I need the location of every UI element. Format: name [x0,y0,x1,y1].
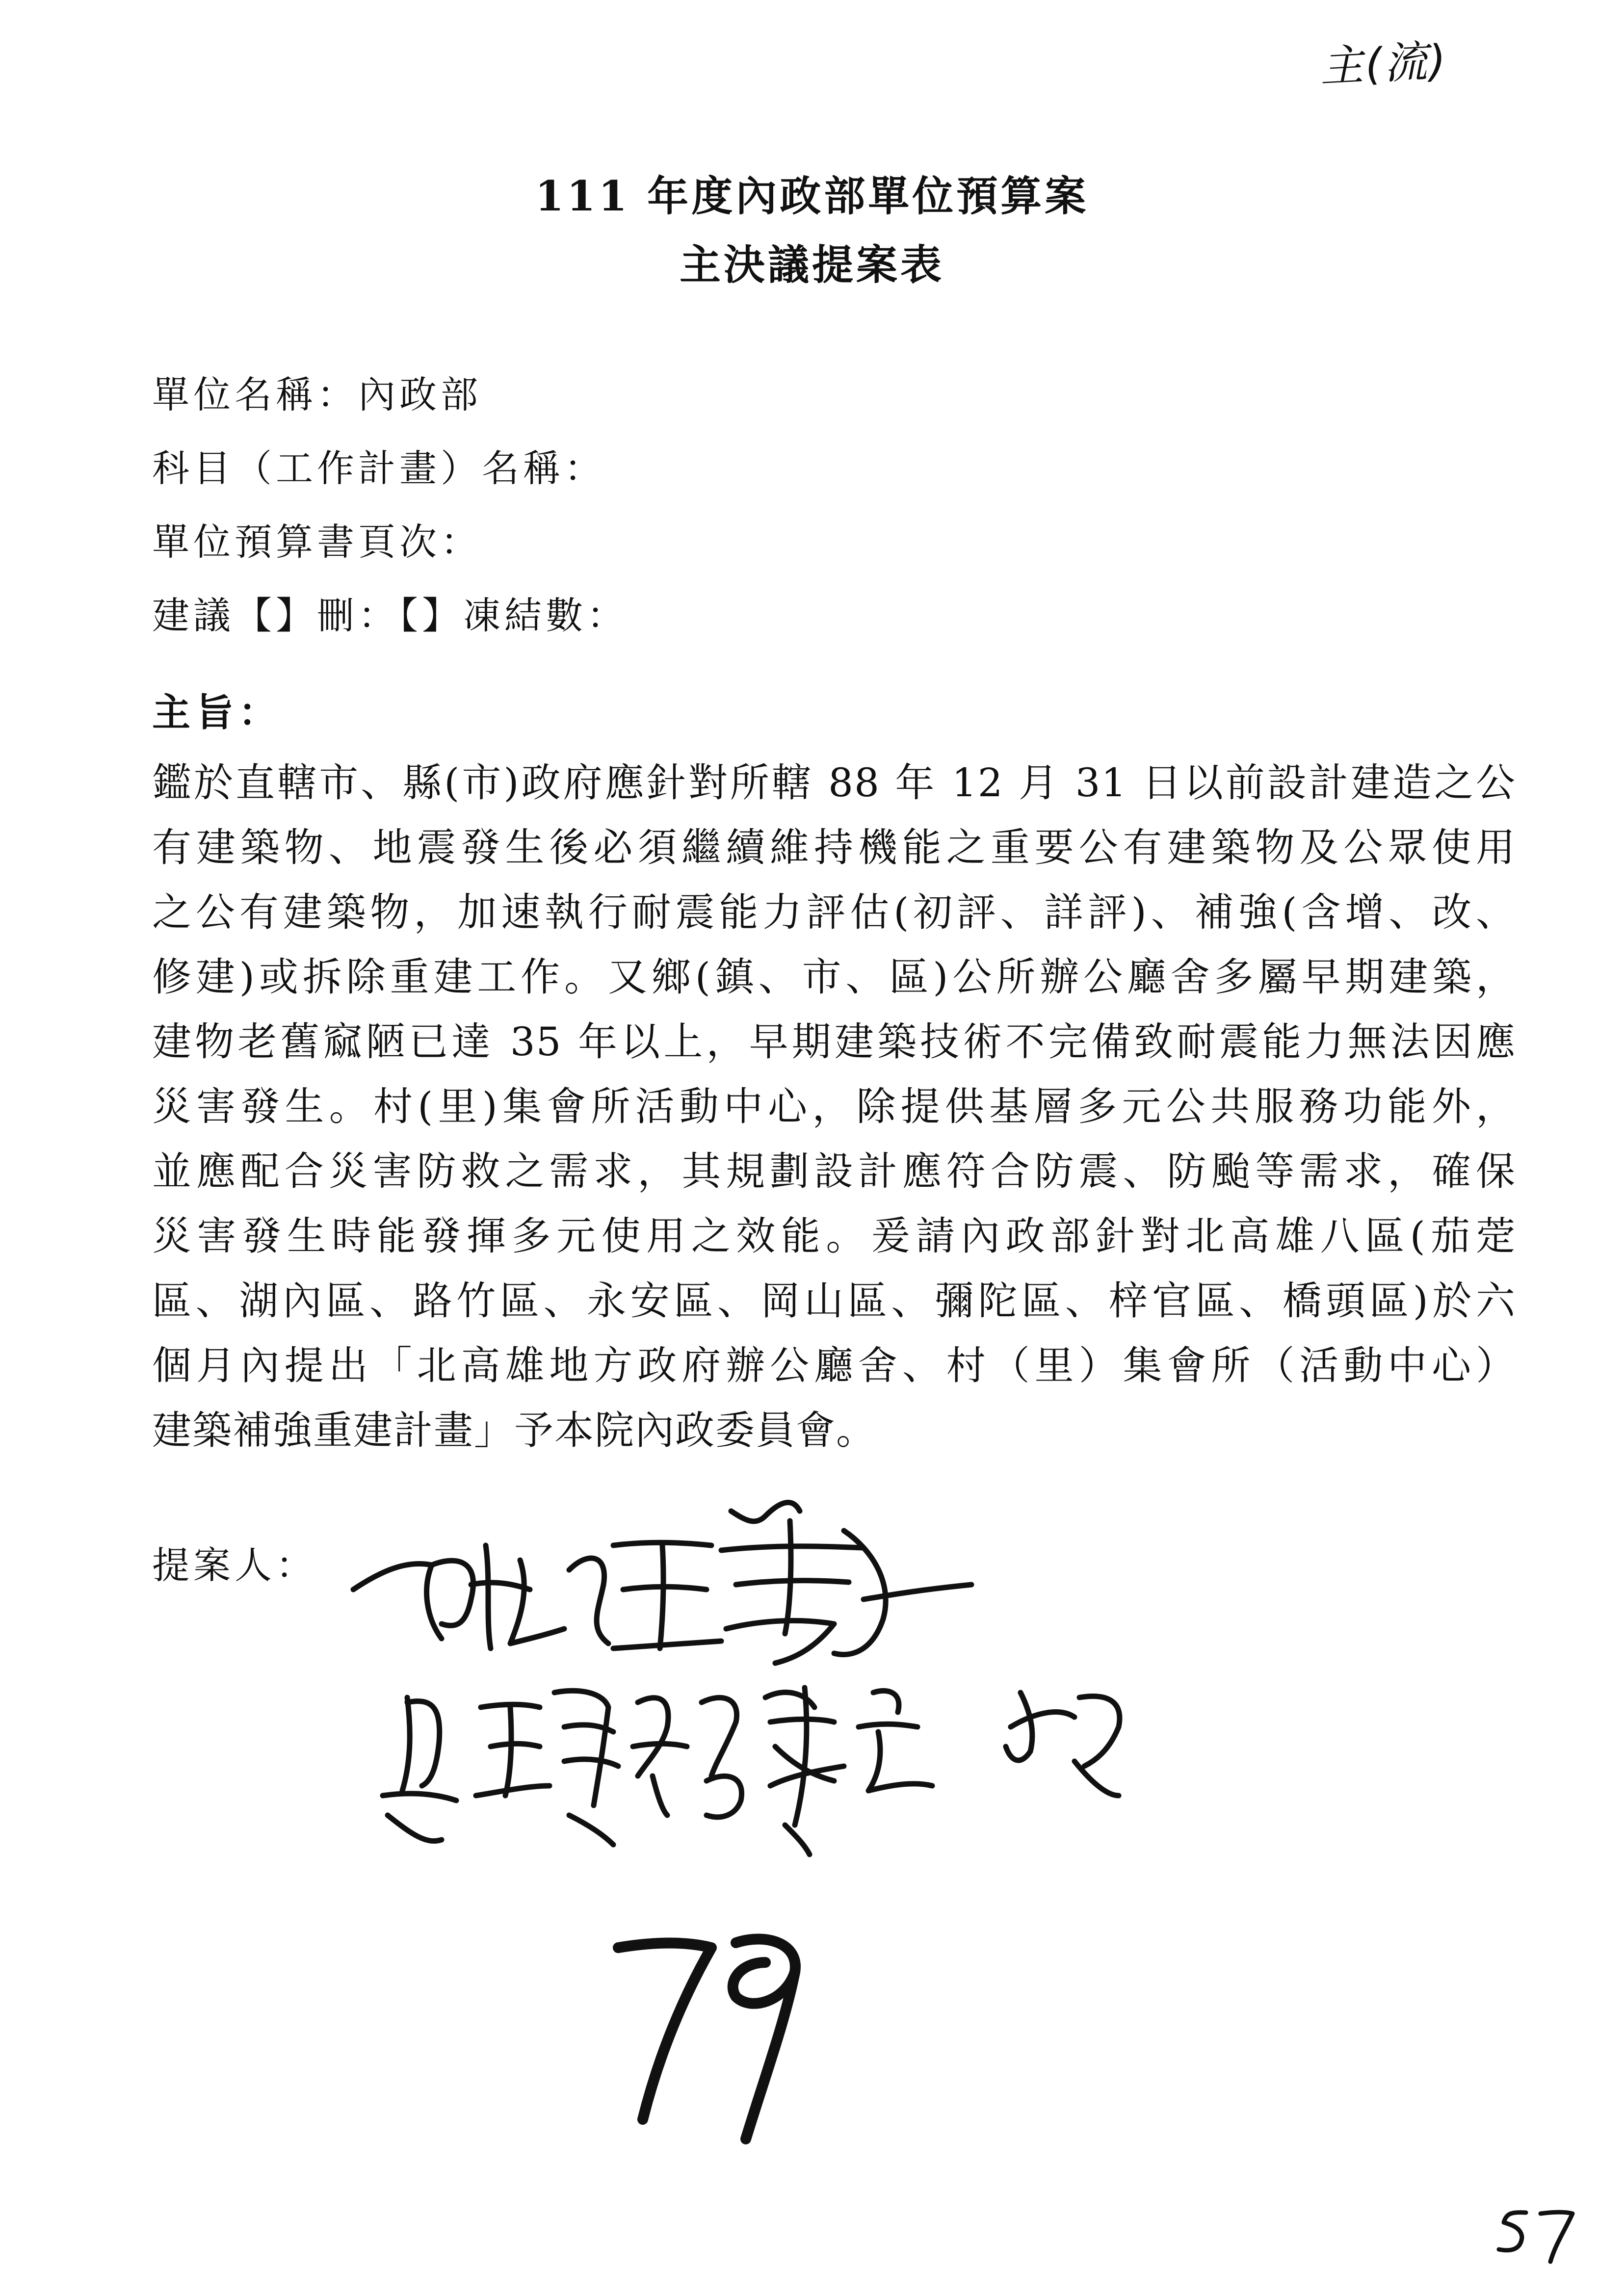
subject-item-field: 科目（工作計畫）名稱： [152,446,605,490]
budget-page-field: 單位預算書頁次： [152,520,482,564]
body-line: 建築補強重建計畫」予本院內政委員會。 [152,1408,876,1453]
proposer-label: 提案人： [152,1543,317,1587]
body-line: 建物老舊窳陋已達 35 年以上，早期建築技術不完備致耐震能力無法因應 [152,1019,1516,1065]
body-line: 災害發生。村(里)集會所活動中心，除提供基層多元公共服務功能外， [152,1084,1516,1129]
body-line: 並應配合災害防救之需求，其規劃設計應符合防震、防颱等需求，確保 [152,1148,1516,1194]
handwritten-page-number [1492,2203,1580,2267]
body-line: 有建築物、地震發生後必須繼續維持機能之重要公有建築物及公眾使用 [152,825,1516,870]
handwritten-corner-note: 主(流) [1318,35,1449,92]
signature-1 [353,1545,608,1648]
purpose-heading: 主旨： [152,690,282,735]
body-line: 災害發生時能發揮多元使用之效能。爰請內政部針對北高雄八區(茄萣 [152,1213,1516,1259]
signature-4 [765,1688,1120,1854]
page-subtitle: 主決議提案表 [679,240,944,289]
body-line: 區、湖內區、路竹區、永安區、岡山區、彌陀區、梓官區、橋頭區)於六 [152,1278,1516,1324]
body-line: 修建)或拆除重建工作。又鄉(鎮、市、區)公所辦公廳舍多屬早期建築， [152,954,1516,1000]
body-line: 鑑於直轄市、縣(市)政府應針對所轄 88 年 12 月 31 日以前設計建造之公 [152,760,1516,806]
unit-name-field: 單位名稱：內政部 [152,373,482,417]
body-line: 之公有建築物，加速執行耐震能力評估(初評、詳評)、補強(含增、改、 [152,889,1516,935]
page-title: 111 年度內政部單位預算案 [535,172,1089,220]
suggestion-field: 建議【】刪：【】凍結數： [152,594,628,637]
signature-2 [613,1503,971,1664]
body-line: 個月內提出「北高雄地方政府辦公廳舍、村（里）集會所（活動中心） [152,1343,1516,1388]
signature-3 [383,1691,742,1845]
handwritten-number [589,1913,834,2159]
